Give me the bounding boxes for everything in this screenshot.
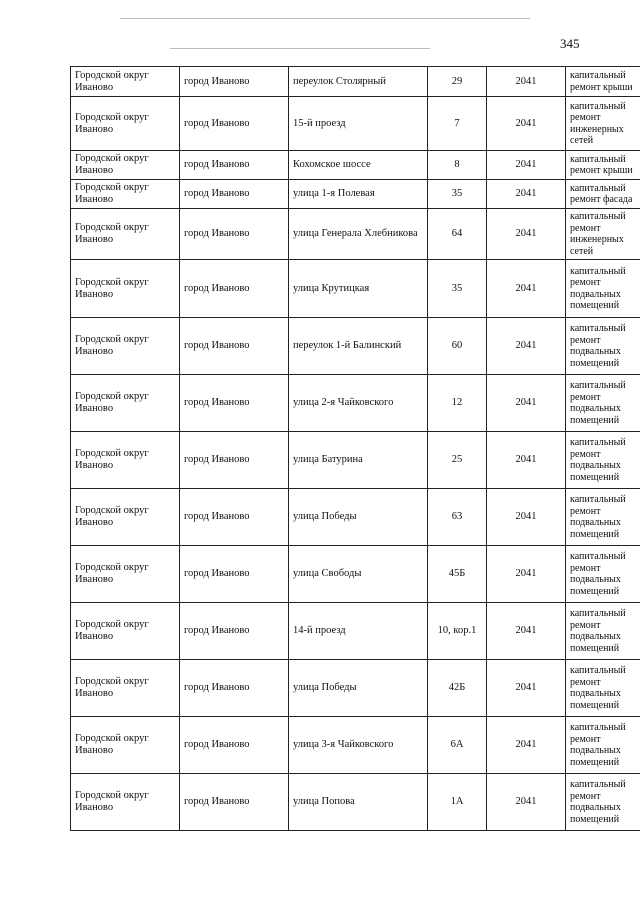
street-cell: улица Победы <box>289 660 428 717</box>
year-cell: 2041 <box>487 67 566 97</box>
registry-table <box>70 66 640 831</box>
house-cell: 35 <box>428 180 487 209</box>
table-row <box>71 546 640 603</box>
year-cell: 2041 <box>487 260 566 318</box>
street-cell: улица 3-я Чайковского <box>289 717 428 774</box>
municipality-cell: Городской округ Иваново <box>71 180 180 209</box>
street-cell: Кохомское шоссе <box>289 151 428 180</box>
year-cell: 2041 <box>487 774 566 831</box>
table-row <box>71 97 640 151</box>
municipality-cell: Городской округ Иваново <box>71 660 180 717</box>
table-row <box>71 180 640 209</box>
locality-cell: город Иваново <box>180 375 289 432</box>
street-cell: улица Крутицкая <box>289 260 428 318</box>
house-cell: 12 <box>428 375 487 432</box>
municipality-cell: Городской округ Иваново <box>71 774 180 831</box>
municipality-cell: Городской округ Иваново <box>71 318 180 375</box>
street-cell: 15-й проезд <box>289 97 428 151</box>
municipality-cell: Городской округ Иваново <box>71 97 180 151</box>
work-cell: капитальный ремонт подвальных помещений <box>566 660 640 717</box>
house-cell: 64 <box>428 209 487 260</box>
table-row <box>71 67 640 97</box>
street-cell: улица Попова <box>289 774 428 831</box>
locality-cell: город Иваново <box>180 660 289 717</box>
locality-cell: город Иваново <box>180 717 289 774</box>
locality-cell: город Иваново <box>180 774 289 831</box>
table-row <box>71 660 640 717</box>
locality-cell: город Иваново <box>180 432 289 489</box>
street-cell: 14-й проезд <box>289 603 428 660</box>
work-cell: капитальный ремонт подвальных помещений <box>566 489 640 546</box>
house-cell: 63 <box>428 489 487 546</box>
house-cell: 60 <box>428 318 487 375</box>
work-cell: капитальный ремонт подвальных помещений <box>566 546 640 603</box>
house-cell: 35 <box>428 260 487 318</box>
work-cell: капитальный ремонт подвальных помещений <box>566 432 640 489</box>
locality-cell: город Иваново <box>180 489 289 546</box>
page-number: 345 <box>560 36 580 51</box>
table-row <box>71 209 640 260</box>
street-cell: переулок Столярный <box>289 67 428 97</box>
year-cell: 2041 <box>487 375 566 432</box>
locality-cell: город Иваново <box>180 67 289 97</box>
locality-cell: город Иваново <box>180 180 289 209</box>
municipality-cell: Городской округ Иваново <box>71 432 180 489</box>
year-cell: 2041 <box>487 489 566 546</box>
house-cell: 25 <box>428 432 487 489</box>
year-cell: 2041 <box>487 209 566 260</box>
locality-cell: город Иваново <box>180 97 289 151</box>
house-cell: 42Б <box>428 660 487 717</box>
street-cell: улица Генерала Хлебникова <box>289 209 428 260</box>
year-cell: 2041 <box>487 180 566 209</box>
table-row <box>71 774 640 831</box>
year-cell: 2041 <box>487 97 566 151</box>
house-cell: 45Б <box>428 546 487 603</box>
street-cell: улица Свободы <box>289 546 428 603</box>
work-cell: капитальный ремонт инженерных сетей <box>566 209 640 260</box>
scan-noise-top-2 <box>170 48 430 49</box>
locality-cell: город Иваново <box>180 546 289 603</box>
year-cell: 2041 <box>487 318 566 375</box>
table-row <box>71 375 640 432</box>
street-cell: улица 1-я Полевая <box>289 180 428 209</box>
house-cell: 7 <box>428 97 487 151</box>
street-cell: улица Победы <box>289 489 428 546</box>
street-cell: улица Батурина <box>289 432 428 489</box>
work-cell: капитальный ремонт подвальных помещений <box>566 717 640 774</box>
work-cell: капитальный ремонт подвальных помещений <box>566 260 640 318</box>
year-cell: 2041 <box>487 603 566 660</box>
municipality-cell: Городской округ Иваново <box>71 489 180 546</box>
street-cell: переулок 1-й Балинский <box>289 318 428 375</box>
municipality-cell: Городской округ Иваново <box>71 375 180 432</box>
locality-cell: город Иваново <box>180 603 289 660</box>
work-cell: капитальный ремонт подвальных помещений <box>566 603 640 660</box>
municipality-cell: Городской округ Иваново <box>71 260 180 318</box>
year-cell: 2041 <box>487 660 566 717</box>
work-cell: капитальный ремонт крыши <box>566 151 640 180</box>
year-cell: 2041 <box>487 151 566 180</box>
table-row <box>71 489 640 546</box>
municipality-cell: Городской округ Иваново <box>71 717 180 774</box>
scan-noise-top <box>120 18 530 19</box>
table-row <box>71 432 640 489</box>
municipality-cell: Городской округ Иваново <box>71 603 180 660</box>
table-row <box>71 260 640 318</box>
table-row <box>71 318 640 375</box>
work-cell: капитальный ремонт подвальных помещений <box>566 375 640 432</box>
work-cell: капитальный ремонт фасада <box>566 180 640 209</box>
year-cell: 2041 <box>487 546 566 603</box>
year-cell: 2041 <box>487 432 566 489</box>
table-row <box>71 717 640 774</box>
locality-cell: город Иваново <box>180 318 289 375</box>
work-cell: капитальный ремонт подвальных помещений <box>566 318 640 375</box>
house-cell: 8 <box>428 151 487 180</box>
house-cell: 6А <box>428 717 487 774</box>
year-cell: 2041 <box>487 717 566 774</box>
municipality-cell: Городской округ Иваново <box>71 209 180 260</box>
work-cell: капитальный ремонт подвальных помещений <box>566 774 640 831</box>
table-row <box>71 603 640 660</box>
locality-cell: город Иваново <box>180 151 289 180</box>
work-cell: капитальный ремонт инженерных сетей <box>566 97 640 151</box>
street-cell: улица 2-я Чайковского <box>289 375 428 432</box>
house-cell: 1А <box>428 774 487 831</box>
locality-cell: город Иваново <box>180 260 289 318</box>
municipality-cell: Городской округ Иваново <box>71 67 180 97</box>
municipality-cell: Городской округ Иваново <box>71 546 180 603</box>
house-cell: 29 <box>428 67 487 97</box>
locality-cell: город Иваново <box>180 209 289 260</box>
work-cell: капитальный ремонт крыши <box>566 67 640 97</box>
house-cell: 10, кор.1 <box>428 603 487 660</box>
table-row <box>71 151 640 180</box>
municipality-cell: Городской округ Иваново <box>71 151 180 180</box>
